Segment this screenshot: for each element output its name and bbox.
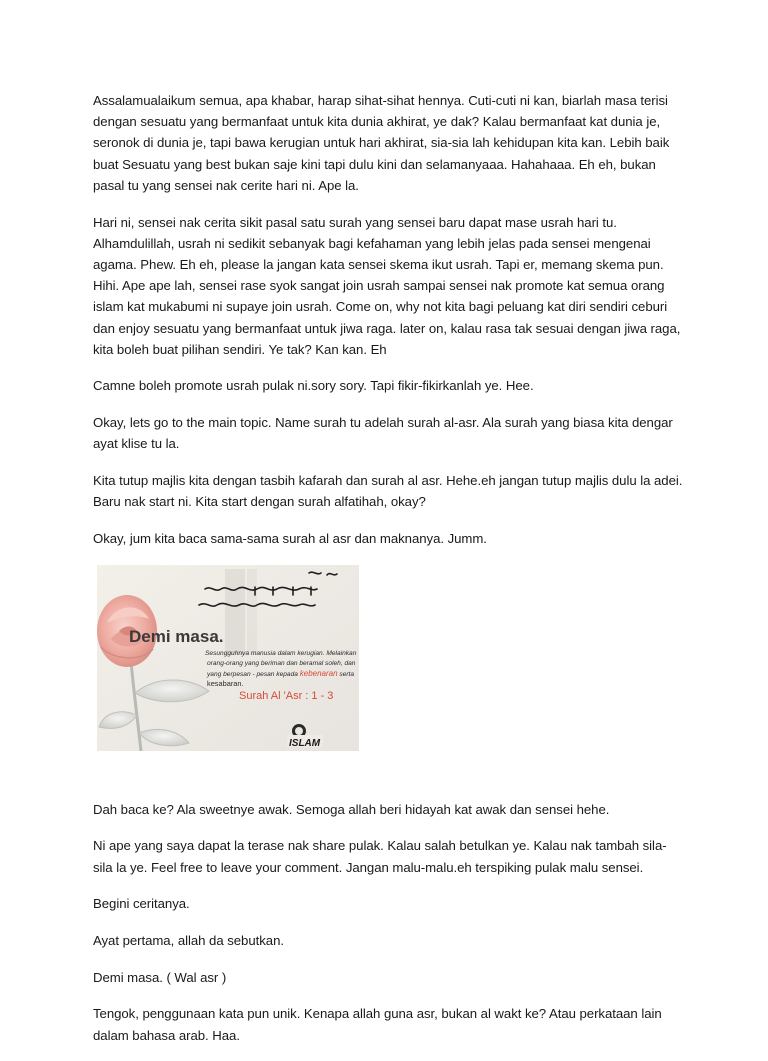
surah-al-asr-image — [97, 565, 359, 751]
translation-line: Sesungguhnya manusia dalam kerugian. Melainkan — [205, 649, 357, 657]
image-heading: Demi masa. — [129, 626, 224, 646]
paragraph: Ni ape yang saya dapat la terase nak share pulak. Kalau salah betulkan ye. Kalau nak tambah sila-sila la ye. Feel free to leave your comment. Jangan malu-malu.eh terspiking pulak malu sensei. — [93, 838, 667, 875]
paragraph: Okay, jum kita baca sama-sama surah al asr dan maknanya. Jumm. — [93, 530, 487, 546]
paragraph: Hari ni, sensei nak cerita sikit pasal satu surah yang sensei baru dapat mase usrah hari tu. Alhamdulillah, usrah ni sedikit sebanyak bagi kefahaman yang lebih jelas pada sensei mengenai agama. Phew. Eh eh, please la jangan kata sensei skema ikut usrah. Tapi er, memang skema pun. Hihi. Ape ape lah, sensei rase syok sangat join usrah sampai sensei nak promote kat semua orang islam kat mukabumi ni supaye join usrah. Come on, why not kita bagi peluang kat diri sendiri ceburi dan enjoy sesuatu yang bermanfaat untuk jiwa raga. later on, kalau rasa tak sesuai dengan jiwa raga, kita boleh buat pilihan sendiri. Ye tak? Kan kan. Eh — [93, 214, 681, 357]
translation-line-part: yang berpesan - pesan kepada — [207, 670, 300, 678]
paragraph: Ayat pertama, allah da sebutkan. — [93, 932, 284, 948]
logo-text: ISLAM — [289, 737, 321, 749]
paragraph: Camne boleh promote usrah pulak ni.sory sory. Tapi fikir-fikirkanlah ye. Hee. — [93, 378, 534, 394]
vertical-watermark-text — [225, 569, 257, 655]
paragraph: Kita tutup majlis kita dengan tasbih kafarah dan surah al asr. Hehe.eh jangan tutup majlis dulu la adei. Baru nak start ni. Kita start dengan surah alfatihah, okay? — [93, 473, 683, 510]
paragraph: Demi masa. ( Wal asr ) — [93, 969, 227, 985]
paragraph: Okay, lets go to the main topic. Name surah tu adelah surah al-asr. Ala surah yang biasa kita dengar ayat klise tu la. — [93, 415, 673, 452]
paragraph: Begini ceritanya. — [93, 896, 190, 912]
translation-line: kesabaran. — [207, 678, 244, 688]
document-body — [93, 90, 683, 1061]
translation-line — [206, 669, 354, 678]
translation-line-end: serta — [337, 670, 355, 678]
paragraph: Dah baca ke? Ala sweetnye awak. Semoga allah beri hidayah kat awak dan sensei hehe. — [93, 801, 610, 817]
paragraph: Assalamualaikum semua, apa khabar, harap sihat-sihat hennya. Cuti-cuti ni kan, biarlah masa terisi dengan sesuatu yang bermanfaat untuk kita dunia akhirat, ye dak? Kalau bermanfaat kat dunia je, seronok di dunia je, tapi bawa kerugian untuk hari akhirat, sia-sia lah kehidupan kita kan. Lebih baik buat Sesuatu yang best bukan saje kini tapi dulu kini dan selamanyaaa. Hahahaaa. Eh eh, bukan pasal tu yang sensei nak cerite hari ni. Ape la. — [93, 93, 670, 193]
paragraph: Tengok, penggunaan kata pun unik. Kenapa allah guna asr, bukan al wakt ke? Atau perkataan lain dalam bahasa arab. Haa. — [93, 1006, 662, 1043]
surah-reference: Surah Al 'Asr : 1 - 3 — [239, 689, 334, 702]
highlight-word: kebenaran — [299, 668, 338, 678]
translation-line: orang-orang yang beriman dan beramal soleh, dan — [207, 659, 356, 667]
